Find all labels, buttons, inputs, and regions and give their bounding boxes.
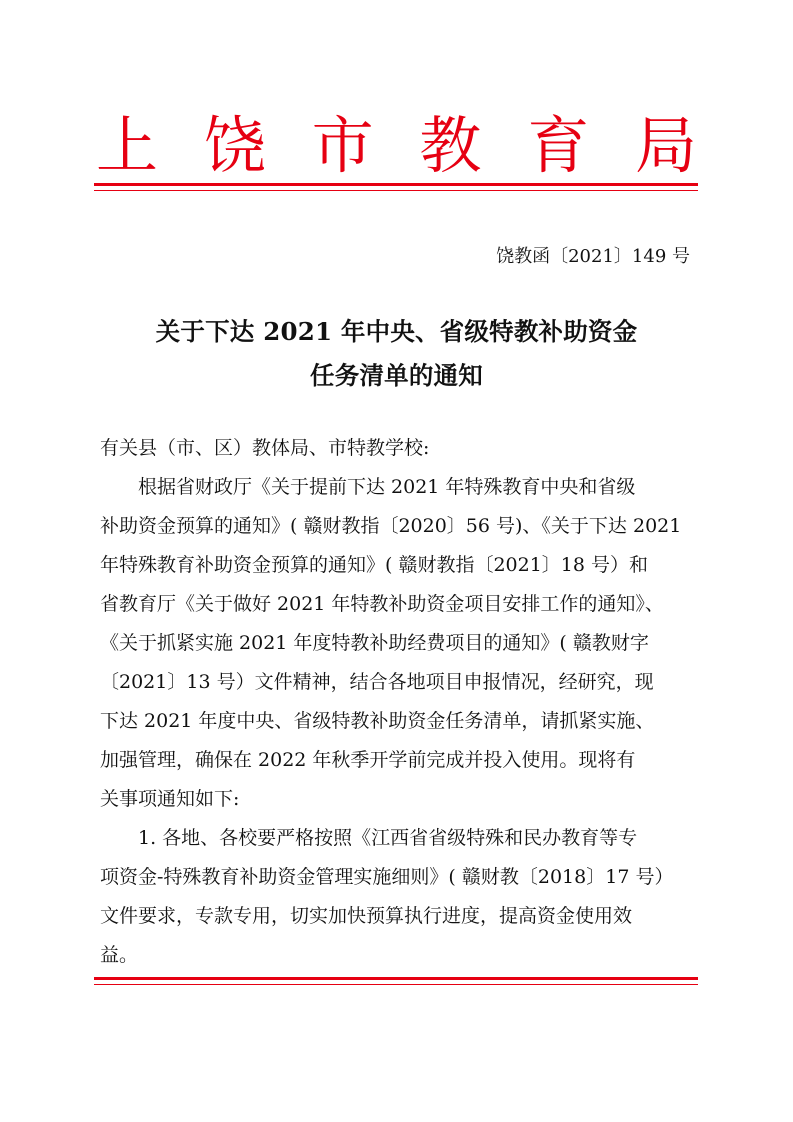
body-line: 根据省财政厅《关于提前下达 2021 年特殊教育中央和省级 [138, 476, 636, 498]
header-char: 市 [311, 109, 374, 182]
footer-rule-thin [94, 984, 698, 985]
footer-rule-thick [94, 977, 698, 980]
document-number: 饶教函〔2021〕149 号 [496, 246, 690, 267]
issuing-authority-header [96, 108, 697, 184]
document-title-line-1: 关于下达 2021 年中央、省级特教补助资金 [155, 317, 638, 346]
body-line: 下达 2021 年度中央、省级特教补助资金任务清单，请抓紧实施、 [100, 710, 655, 732]
header-char: 育 [527, 109, 590, 182]
header-char: 上 [96, 109, 159, 182]
header-char: 局 [634, 109, 697, 182]
header-char: 饶 [203, 109, 266, 182]
list-item-line: 项资金-特殊教育补助资金管理实施细则》( 赣财教〔2018〕17 号） [100, 866, 674, 888]
body-line: 加强管理，确保在 2022 年秋季开学前完成并投入使用。现将有 [100, 749, 636, 771]
list-item-line: 益。 [100, 944, 139, 966]
header-rule-thick [94, 183, 698, 186]
header-rule-thin [94, 190, 698, 191]
body-line: 〔2021〕13 号）文件精神，结合各地项目申报情况，经研究，现 [100, 671, 654, 693]
body-line: 省教育厅《关于做好 2021 年特教补助资金项目安排工作的通知》、 [100, 593, 664, 615]
salutation: 有关县（市、区）教体局、市特教学校: [100, 437, 430, 459]
list-item-line: 文件要求，专款专用，切实加快预算执行进度，提高资金使用效 [100, 905, 633, 927]
body-line: 《关于抓紧实施 2021 年度特教补助经费项目的通知》( 赣教财字 [100, 632, 649, 654]
document-title-line-2: 任务清单的通知 [310, 361, 483, 390]
body-line: 关事项通知如下: [100, 788, 240, 810]
header-char: 教 [419, 109, 482, 182]
list-item-line: 1. 各地、各校要严格按照《江西省省级特殊和民办教育等专 [138, 827, 638, 849]
body-line: 年特殊教育补助资金预算的通知》( 赣财教指〔2021〕18 号）和 [100, 554, 649, 576]
body-line: 补助资金预算的通知》( 赣财教指〔2020〕56 号)、《关于下达 2021 [100, 515, 682, 537]
